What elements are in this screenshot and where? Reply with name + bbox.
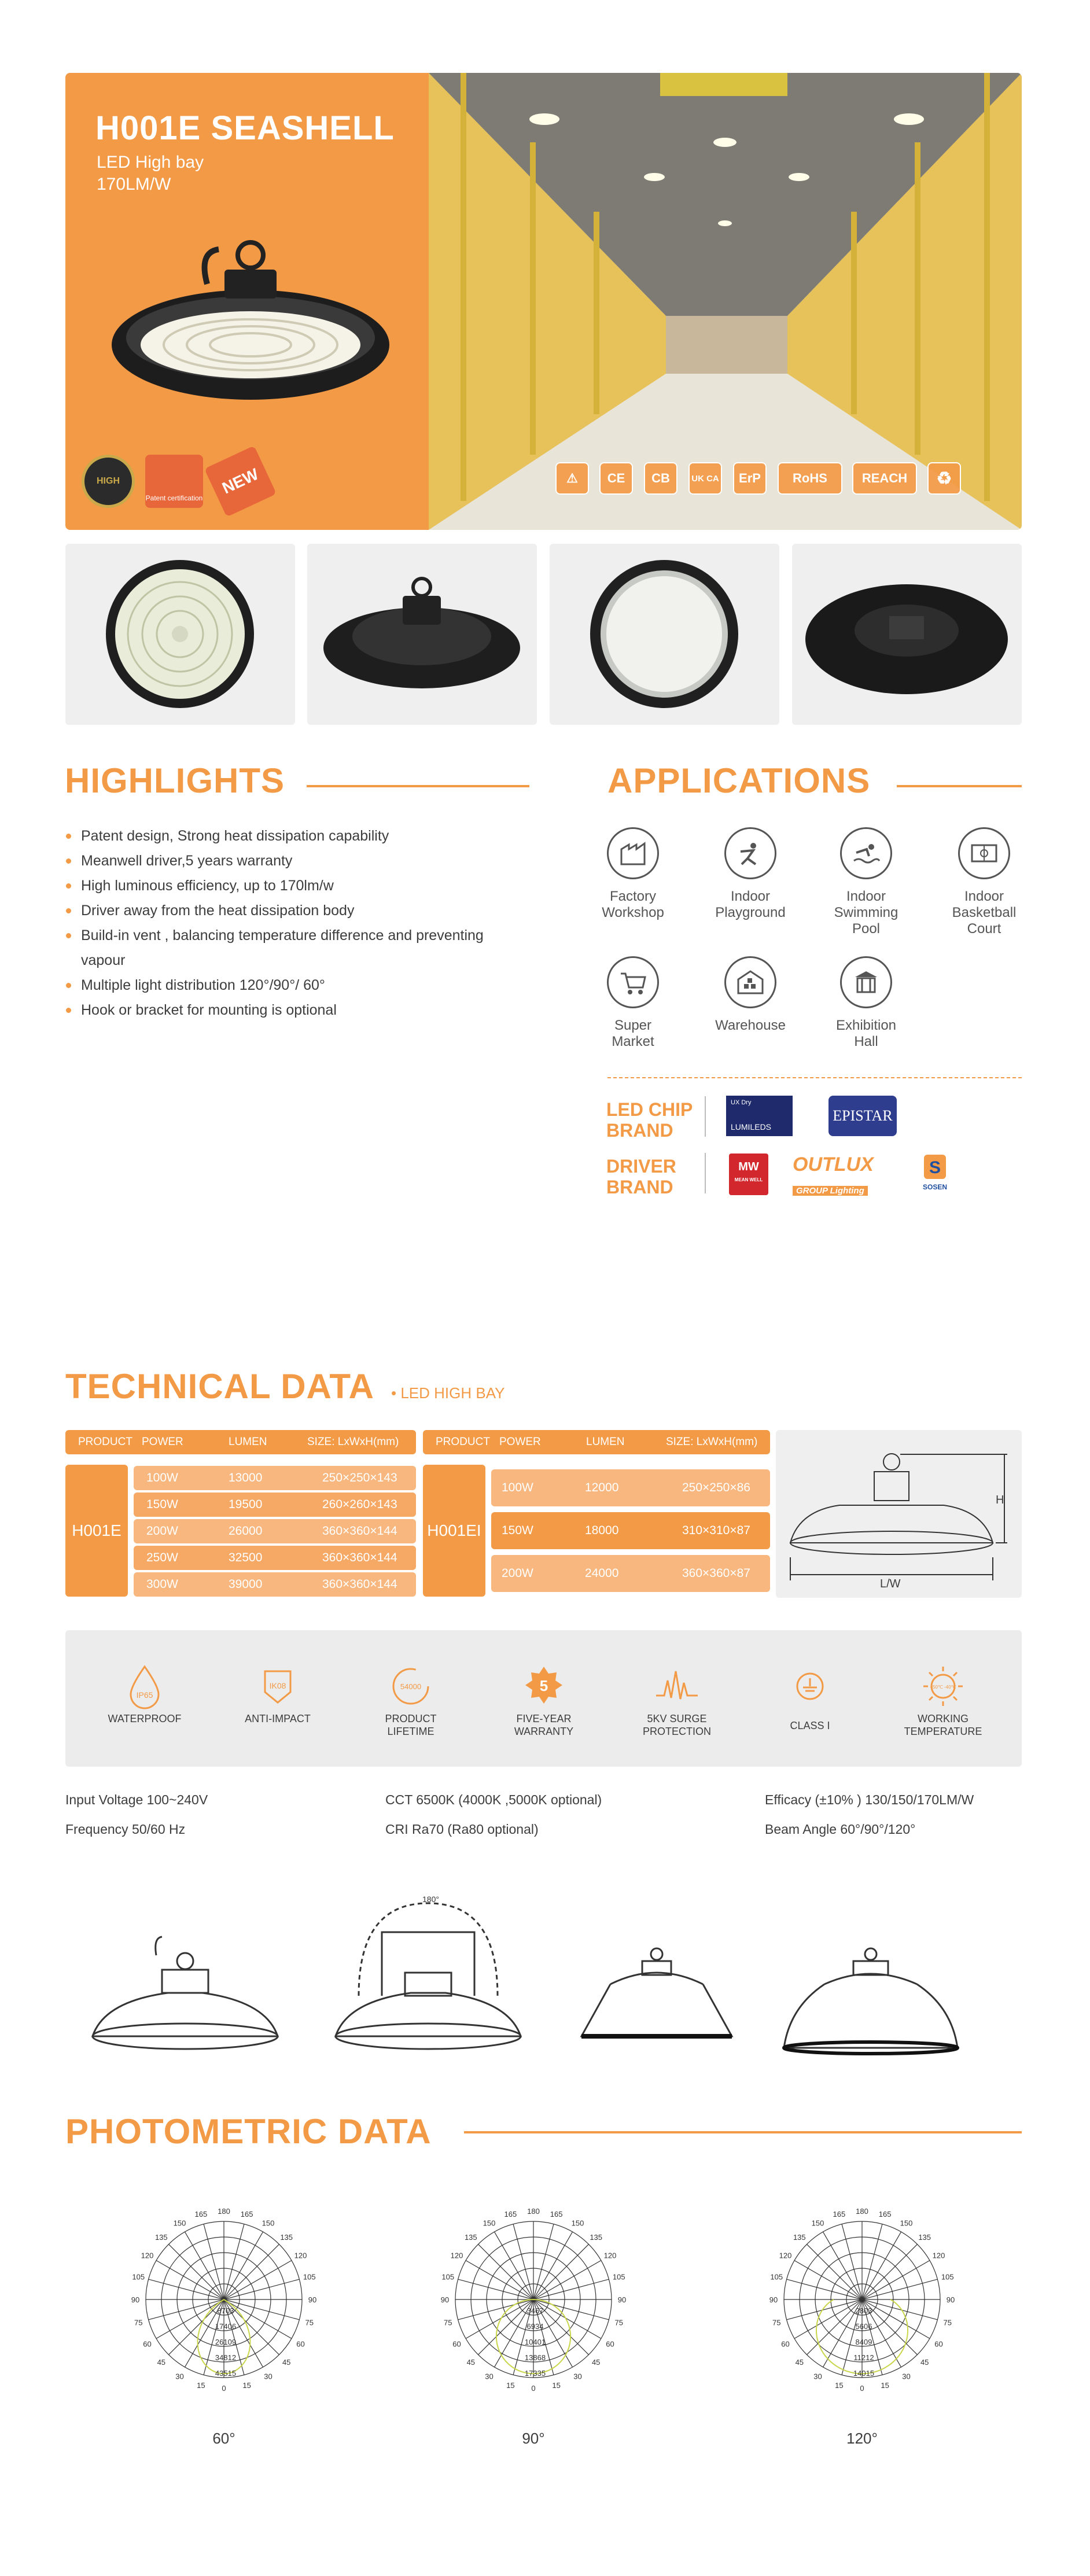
- polar-angle-label: 75: [943, 2318, 952, 2327]
- table-row: 100W 13000 250×250×143: [134, 1466, 416, 1490]
- feature-class: CLASS I: [758, 1660, 862, 1732]
- polar-value-label: 34812: [215, 2353, 237, 2362]
- polar-angle-label: 180: [527, 2207, 540, 2216]
- thumbnail-rear[interactable]: [792, 544, 1022, 725]
- polar-spoke: [156, 2261, 224, 2300]
- polar-spoke: [862, 2224, 882, 2299]
- polar-spoke: [458, 2279, 533, 2299]
- app-label: Hall: [854, 1034, 878, 1049]
- polar-angle-label: 60: [606, 2339, 614, 2349]
- photometric-divider: [464, 2131, 1022, 2133]
- polar-angle-label: 150: [811, 2218, 824, 2228]
- polar-value-label: 3467: [526, 2306, 544, 2315]
- polar-angle-label: 105: [441, 2272, 455, 2282]
- surge-icon: [654, 1663, 700, 1709]
- polar-angle-label: 135: [464, 2232, 477, 2242]
- lifetime-icon: [390, 1663, 432, 1709]
- polar-chart-90: [438, 2204, 629, 2395]
- polar-value-label: 10401: [524, 2338, 546, 2346]
- feature-lifetime: 54000 PRODUCT LIFETIME: [359, 1660, 463, 1738]
- polar-angle-label: 180: [218, 2207, 230, 2216]
- polar-spoke: [533, 2224, 554, 2299]
- polar-spoke: [224, 2299, 292, 2339]
- polar-angle-label: 75: [134, 2318, 143, 2327]
- polar-angle-label: 30: [264, 2372, 272, 2381]
- polar-angle-label: 45: [795, 2358, 804, 2367]
- app-label: Market: [612, 1034, 654, 1049]
- new-badge: NEW: [204, 445, 277, 517]
- table2-header: PRODUCT POWER LUMEN SIZE: LxWxH(mm): [423, 1430, 770, 1454]
- polar-angle-label: 135: [590, 2232, 603, 2242]
- polar-spoke: [466, 2299, 533, 2339]
- polar-spoke: [149, 2279, 224, 2299]
- polar-spoke: [478, 2245, 533, 2299]
- polar-angle-label: 135: [280, 2232, 293, 2242]
- outlux-logo: OUTLUX GROUP Lighting: [793, 1154, 874, 1196]
- polar-angle-label: 135: [154, 2232, 168, 2242]
- anti-impact-icon: [259, 1663, 296, 1709]
- rotation-label: 180°: [422, 1895, 439, 1904]
- polar-spoke: [533, 2245, 588, 2299]
- app-basketball-court: [926, 827, 1042, 937]
- table1-header: PRODUCT POWER LUMEN SIZE: LxWxH(mm): [65, 1430, 416, 1454]
- cert-cb-badge: CB: [644, 462, 677, 495]
- polar-spoke: [533, 2279, 609, 2299]
- polar-spoke: [533, 2232, 573, 2299]
- feature-temperature: +50℃ -40℃ WORKING TEMPERATURE: [891, 1660, 995, 1738]
- brand-separator: [705, 1096, 706, 1137]
- polar-spoke: [794, 2261, 862, 2300]
- polar-spoke: [862, 2279, 937, 2299]
- table-row: 100W 12000 250×250×86: [491, 1469, 770, 1506]
- feature-warranty: 5 FIVE-YEAR WARRANTY: [492, 1660, 596, 1738]
- thumbnail-diffuser[interactable]: [550, 544, 779, 725]
- polar-spoke: [807, 2299, 862, 2354]
- polar-spoke: [794, 2299, 862, 2339]
- table-row: 200W 24000 360×360×87: [491, 1555, 770, 1592]
- polar-spoke: [169, 2245, 224, 2299]
- app-label: Indoor: [964, 889, 1004, 904]
- polar-angle-label: 75: [772, 2318, 781, 2327]
- polar-angle-label: 150: [483, 2218, 496, 2228]
- feature-anti-impact: IK08 ANTI-IMPACT: [226, 1660, 330, 1725]
- polar-angle-label: 45: [591, 2358, 601, 2367]
- app-label: Playground: [715, 905, 786, 920]
- waterproof-icon: [126, 1663, 163, 1709]
- mounting-bracket-drawing: [324, 1892, 532, 2059]
- polar-spoke: [862, 2299, 930, 2339]
- polar-label-90: 90°: [522, 2430, 545, 2447]
- polar-angle-label: 30: [573, 2372, 582, 2381]
- polar-angle-label: 135: [918, 2232, 931, 2242]
- polar-angle-label: 60: [296, 2339, 305, 2349]
- epistar-logo: EPISTAR: [828, 1096, 897, 1136]
- polar-value-label: 6934: [526, 2322, 544, 2331]
- polar-spoke: [807, 2245, 862, 2299]
- polar-angle-label: 45: [157, 2358, 166, 2367]
- mounting-hook-drawing: [81, 1892, 289, 2059]
- warehouse-photo: [429, 73, 1022, 530]
- table2-model: H001EI: [423, 1465, 485, 1597]
- polar-angle-label: 75: [443, 2318, 452, 2327]
- exhibition-icon: [840, 956, 892, 1008]
- playground-icon: [724, 827, 776, 879]
- polar-spoke: [466, 2261, 533, 2300]
- polar-value-label: 17406: [215, 2322, 237, 2331]
- polar-value-label: 14015: [853, 2369, 875, 2378]
- polar-spoke: [513, 2224, 533, 2299]
- polar-angle-label: 60: [143, 2339, 152, 2349]
- hero-product-image: [94, 229, 395, 420]
- app-label: Factory: [609, 889, 656, 904]
- polar-angle-label: 30: [175, 2372, 184, 2381]
- polar-angle-label: 90: [946, 2295, 955, 2304]
- polar-angle-label: 30: [902, 2372, 911, 2381]
- polar-value-label: 5606: [855, 2322, 872, 2331]
- swimming-icon: [840, 827, 892, 879]
- technical-title: TECHNICAL DATA: [65, 1367, 374, 1406]
- polar-label-60: 60°: [212, 2430, 235, 2447]
- polar-spoke: [224, 2261, 292, 2300]
- polar-spoke: [495, 2232, 534, 2299]
- polar-spoke: [533, 2299, 609, 2320]
- polar-angle-label: 105: [770, 2272, 783, 2282]
- polar-spoke: [224, 2224, 244, 2299]
- polar-spoke: [224, 2299, 299, 2320]
- table-row: 150W 18000 310×310×87: [491, 1512, 770, 1549]
- factory-icon: [607, 827, 659, 879]
- polar-spoke: [862, 2261, 930, 2300]
- polar-angle-label: 165: [878, 2210, 892, 2219]
- highlight-item: Multiple light distribution 120°/90°/ 60°: [65, 973, 325, 997]
- polar-spoke: [458, 2299, 533, 2320]
- polar-angle-label: 15: [242, 2380, 251, 2390]
- polar-value-label: 17335: [524, 2369, 546, 2378]
- table-row: 150W 19500 260×260×143: [134, 1492, 416, 1517]
- polar-spoke: [185, 2232, 224, 2299]
- polar-angle-label: 60: [934, 2339, 943, 2349]
- table-row: 200W 26000 360×360×144: [134, 1519, 416, 1543]
- polar-angle-label: 45: [920, 2358, 929, 2367]
- polar-angle-label: 165: [833, 2210, 846, 2219]
- cert-rohs-badge: RoHS: [778, 462, 842, 495]
- polar-value-label: 13868: [524, 2353, 546, 2362]
- polar-angle-label: 165: [550, 2210, 563, 2219]
- polar-angle-label: 120: [141, 2251, 154, 2260]
- table-row: 300W 39000 360×360×144: [134, 1572, 416, 1597]
- polar-angle-label: 105: [612, 2272, 625, 2282]
- polar-angle-label: 180: [856, 2207, 868, 2216]
- polar-spoke: [823, 2232, 863, 2299]
- svg-text:+50℃ -40℃: +50℃ -40℃: [930, 1685, 956, 1690]
- brand-separator: [705, 1153, 706, 1193]
- app-label: Warehouse: [715, 1018, 786, 1033]
- table1-model: H001E: [65, 1465, 128, 1597]
- polar-chart-120: [767, 2204, 958, 2395]
- polar-angle-label: 150: [900, 2218, 913, 2228]
- polar-angle-label: 135: [793, 2232, 806, 2242]
- polar-spoke: [478, 2299, 533, 2354]
- spec-frequency: Frequency 50/60 Hz: [65, 1822, 186, 1837]
- svg-text:54000: 54000: [400, 1682, 422, 1691]
- polar-angle-label: 150: [262, 2218, 275, 2228]
- polar-angle-label: 75: [305, 2318, 314, 2327]
- highlight-item-continuation: vapour: [81, 952, 126, 968]
- polar-angle-label: 15: [835, 2380, 844, 2390]
- cert-ukca-badge: UK CA: [688, 462, 722, 495]
- polar-angle-label: 90: [131, 2295, 140, 2304]
- temperature-icon: [920, 1663, 966, 1709]
- app-label: Super: [614, 1018, 652, 1033]
- polar-spoke: [156, 2299, 224, 2339]
- product-subtitle: LED High bay: [97, 153, 204, 172]
- cert-reach-badge: REACH: [852, 462, 917, 495]
- polar-value-label: 43515: [215, 2369, 237, 2378]
- product-efficacy: 170LM/W: [97, 175, 171, 194]
- polar-angle-label: 90: [440, 2295, 450, 2304]
- highlight-item: Build-in vent , balancing temperature difference and preventing: [65, 923, 484, 948]
- applications-title: APPLICATIONS: [607, 761, 871, 800]
- polar-spoke: [533, 2261, 601, 2300]
- polar-angle-label: 45: [466, 2358, 476, 2367]
- highlights-divider: [307, 785, 529, 787]
- polar-spoke: [533, 2299, 601, 2339]
- spec-input-voltage: Input Voltage 100~240V: [65, 1792, 208, 1807]
- svg-text:IP65: IP65: [136, 1690, 153, 1700]
- technical-subtitle: • LED HIGH BAY: [391, 1384, 505, 1402]
- polar-value-label: 2803: [855, 2306, 872, 2315]
- polar-angle-label: 75: [614, 2318, 624, 2327]
- polar-angle-label: 150: [173, 2218, 186, 2228]
- svg-text:S: S: [929, 1158, 941, 1177]
- highlight-item: High luminous efficiency, up to 170lm/w: [65, 874, 334, 898]
- polar-angle-label: 90: [308, 2295, 317, 2304]
- polar-angle-label: 90: [769, 2295, 778, 2304]
- polar-angle-label: 120: [603, 2251, 617, 2260]
- polar-angle-label: 105: [132, 2272, 145, 2282]
- polar-chart-60: [128, 2204, 319, 2395]
- app-label: Court: [967, 921, 1001, 937]
- polar-value-label: 26109: [215, 2338, 237, 2346]
- app-label: Workshop: [602, 905, 664, 920]
- photometric-title: PHOTOMETRIC DATA: [65, 2112, 432, 2151]
- sosen-logo: S SOSEN: [917, 1152, 953, 1196]
- polar-angle-label: 30: [813, 2372, 822, 2381]
- polar-angle-label: 165: [504, 2210, 517, 2219]
- polar-angle-label: 165: [240, 2210, 253, 2219]
- app-label: Basketball: [952, 905, 1017, 920]
- app-supermarket: [575, 956, 691, 1050]
- thumbnail-angled[interactable]: [307, 544, 537, 725]
- feature-surge: 5KV SURGE PROTECTION: [625, 1660, 729, 1738]
- app-indoor-playground: [693, 827, 808, 921]
- lumileds-logo: UX Dry LUMILEDS: [726, 1096, 793, 1136]
- polar-angle-label: 0: [222, 2384, 226, 2393]
- polar-value-label: 8409: [855, 2338, 872, 2346]
- app-swimming-pool: [808, 827, 924, 937]
- polar-angle-label: 120: [932, 2251, 945, 2260]
- app-label: Indoor: [730, 889, 771, 904]
- cert-recycle-badge: ♻: [927, 462, 961, 495]
- polar-spoke: [862, 2299, 937, 2320]
- spec-beam-angle: Beam Angle 60°/90°/120°: [765, 1822, 916, 1837]
- polar-angle-label: 15: [881, 2380, 889, 2390]
- meanwell-logo: MW MEAN WELL: [729, 1154, 768, 1195]
- svg-text:5: 5: [539, 1677, 548, 1694]
- dimension-lw-label: L/W: [880, 1578, 901, 1590]
- warehouse-icon: [724, 956, 776, 1008]
- app-label: Pool: [852, 921, 881, 937]
- thumbnail-front[interactable]: [65, 544, 295, 725]
- app-warehouse: [693, 956, 808, 1034]
- polar-spoke: [862, 2245, 917, 2299]
- polar-angle-label: 105: [941, 2272, 954, 2282]
- polar-spoke: [787, 2299, 862, 2320]
- app-exhibition-hall: [808, 956, 924, 1050]
- brands-divider: [607, 1077, 1022, 1078]
- polar-angle-label: 90: [617, 2295, 627, 2304]
- polar-angle-label: 150: [571, 2218, 584, 2228]
- highlight-item: Hook or bracket for mounting is optional: [65, 998, 337, 1022]
- polar-value-label: 11212: [853, 2353, 874, 2362]
- polar-angle-label: 165: [194, 2210, 208, 2219]
- spec-cri: CRI Ra70 (Ra80 optional): [385, 1822, 539, 1837]
- polar-angle-label: 105: [303, 2272, 316, 2282]
- polar-angle-label: 0: [531, 2384, 536, 2393]
- highlight-item: Patent design, Strong heat dissipation capability: [65, 824, 389, 848]
- polar-label-120: 120°: [846, 2430, 878, 2447]
- app-factory-workshop: [575, 827, 691, 921]
- high-quality-badge: HIGH: [82, 455, 135, 508]
- polar-angle-label: 120: [779, 2251, 792, 2260]
- polar-spoke: [224, 2279, 299, 2299]
- table-row: 250W 32500 360×360×144: [134, 1546, 416, 1570]
- spec-cct: CCT 6500K (4000K ,5000K optional): [385, 1792, 602, 1807]
- reflector-drawing-2: [778, 1944, 963, 2065]
- applications-divider: [897, 785, 1022, 787]
- polar-angle-label: 15: [552, 2380, 561, 2390]
- polar-angle-label: 15: [506, 2380, 515, 2390]
- cert-erp-badge: ErP: [733, 462, 767, 495]
- svg-text:IK08: IK08: [269, 1681, 286, 1690]
- app-label: Indoor: [846, 889, 886, 904]
- spec-efficacy: Efficacy (±10% ) 130/150/170LM/W: [765, 1792, 974, 1807]
- dimension-drawing: [776, 1430, 1022, 1598]
- cert-ce-badge: CE: [599, 462, 633, 495]
- feature-waterproof: IP65 WATERPROOF: [93, 1660, 197, 1725]
- warranty-icon: [523, 1663, 565, 1709]
- warehouse-illustration: [429, 73, 1022, 530]
- dimension-h-label: H: [996, 1494, 1004, 1506]
- app-label: Exhibition: [835, 1018, 897, 1033]
- cert-triangle-badge: ⚠: [555, 462, 589, 495]
- app-label: Swimming: [834, 905, 898, 920]
- highlights-title: HIGHLIGHTS: [65, 761, 285, 800]
- polar-spoke: [224, 2245, 279, 2299]
- highlight-item: Driver away from the heat dissipation body: [65, 898, 354, 923]
- polar-value-label: 8703: [217, 2306, 234, 2315]
- highlight-item: Meanwell driver,5 years warranty: [65, 849, 292, 873]
- class-icon: [791, 1663, 828, 1709]
- driver-brand-label: DRIVER BRAND: [606, 1156, 676, 1197]
- polar-spoke: [787, 2279, 862, 2299]
- led-chip-brand-label: LED CHIP BRAND: [606, 1099, 693, 1141]
- polar-spoke: [862, 2232, 901, 2299]
- patent-badge: Patent certification: [145, 455, 203, 508]
- hero-banner: [65, 73, 1022, 530]
- polar-angle-label: 45: [282, 2358, 291, 2367]
- polar-spoke: [149, 2299, 224, 2320]
- polar-angle-label: 60: [781, 2339, 790, 2349]
- polar-angle-label: 30: [485, 2372, 494, 2381]
- hero-product-panel: [65, 73, 429, 530]
- basketball-court-icon: [958, 827, 1010, 879]
- polar-spoke: [842, 2224, 862, 2299]
- reflector-drawing-1: [570, 1944, 743, 2059]
- polar-angle-label: 120: [294, 2251, 307, 2260]
- cart-icon: [607, 956, 659, 1008]
- polar-spoke: [204, 2224, 224, 2299]
- polar-angle-label: 60: [452, 2339, 461, 2349]
- polar-angle-label: 120: [450, 2251, 463, 2260]
- polar-angle-label: 15: [197, 2380, 205, 2390]
- product-title: H001E SEASHELL: [95, 109, 395, 147]
- polar-angle-label: 0: [860, 2384, 864, 2393]
- polar-spoke: [224, 2232, 263, 2299]
